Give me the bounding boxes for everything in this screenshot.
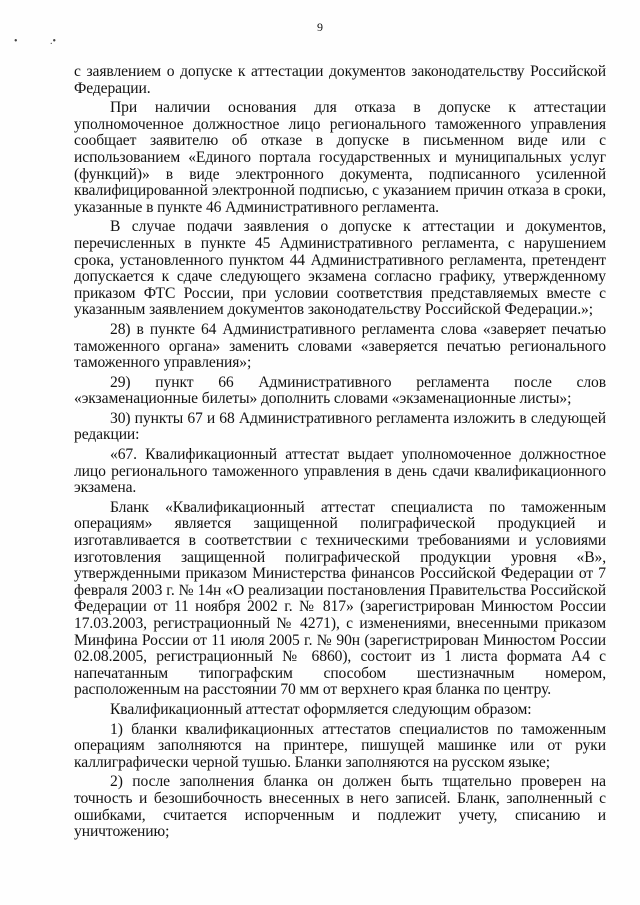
paragraph: 28) в пункте 64 Административного регламента слова «заверяет печатью таможенного органа» заменить словами «заверяется печатью регионального таможенного управления»; bbox=[74, 320, 606, 372]
scan-mark: • bbox=[14, 36, 18, 47]
paragraph: 30) пункты 67 и 68 Административного регламента изложить в следующей редакции: bbox=[74, 409, 606, 444]
paragraph: 29) пункт 66 Административного регламента после слов «экзаменационные билеты» дополнить словами «экзаменационные листы»; bbox=[74, 373, 606, 408]
paragraph: 2) после заполнения бланка он должен быть тщательно проверен на точность и безошибочность внесенных в него записей. Бланк, заполненный с ошибками, считается испорченным и подлежит учету, списанию и уничтожению; bbox=[74, 773, 606, 841]
paragraph: При наличии основания для отказа в допуске к аттестации уполномоченное должностное лицо регионального таможенного управления сообщает заявителю об отказе в допуске в письменном виде или с использованием «Единого портала государственных и муниципальных услуг (функций)» в виде электронного документа, подписанного усиленной квалифицированной электронной подписью, с указанием причин отказа в сроки, указанные в пункте 46 Административного регламента. bbox=[74, 99, 606, 216]
paragraph: «67. Квалификационный аттестат выдает уполномоченное должностное лицо регионального таможенного управления в день сдачи квалификационного экзамена. bbox=[74, 446, 606, 497]
scan-mark: .• bbox=[50, 36, 57, 47]
paragraph: с заявлением о допуске к аттестации документов законодательству Российской Федерации. bbox=[74, 63, 606, 97]
page-number: 9 bbox=[317, 20, 323, 34]
paragraph: В случае подачи заявления о допуске к аттестации и документов, перечисленных в пункте 45 Административного регламента, с нарушением срока, установленного пунктом 44 Административного регламента, претендент допускается к сдаче следующего экзамена согласно графику, утвержденному приказом ФТС России, при условии соответствия представляемых вместе с указанным заявлением документов законодательству Российской Федерации.»; bbox=[74, 218, 606, 319]
paragraph: 1) бланки квалификационных аттестатов специалистов по таможенным операциям заполняются на принтере, пишущей машинке или от руки каллиграфически черной тушью. Бланки заполняются на русском языке; bbox=[74, 720, 606, 771]
document-body bbox=[74, 64, 606, 844]
paragraph: Квалификационный аттестат оформляется следующим образом: bbox=[110, 700, 532, 718]
paragraph: Бланк «Квалификационный аттестат специалиста по таможенным операциям» является защищенной полиграфической продукцией и изготавливается в соответствии с техническими требованиями и условиями изготовления защищенной полиграфической продукции уровня «В», утвержденными приказом Министерства финансов Российской Федерации от 7 февраля 2003 г. № 14н «О реализации постановления Правительства Российской Федерации от 11 ноября 2002 г. № 817» (зарегистрирован Минюстом России 17.03.2003, регистрационный № 4271), с изменениями, внесенными приказом Минфина России от 11 июля 2005 г. № 90н (зарегистрирован Минюстом России 02.08.2005, регистрационный № 6860), состоит из 1 листа формата А4 с напечатанным типографским способом шестизначным номером, расположенным на расстоянии 70 мм от верхнего края бланка по центру. bbox=[74, 498, 606, 699]
